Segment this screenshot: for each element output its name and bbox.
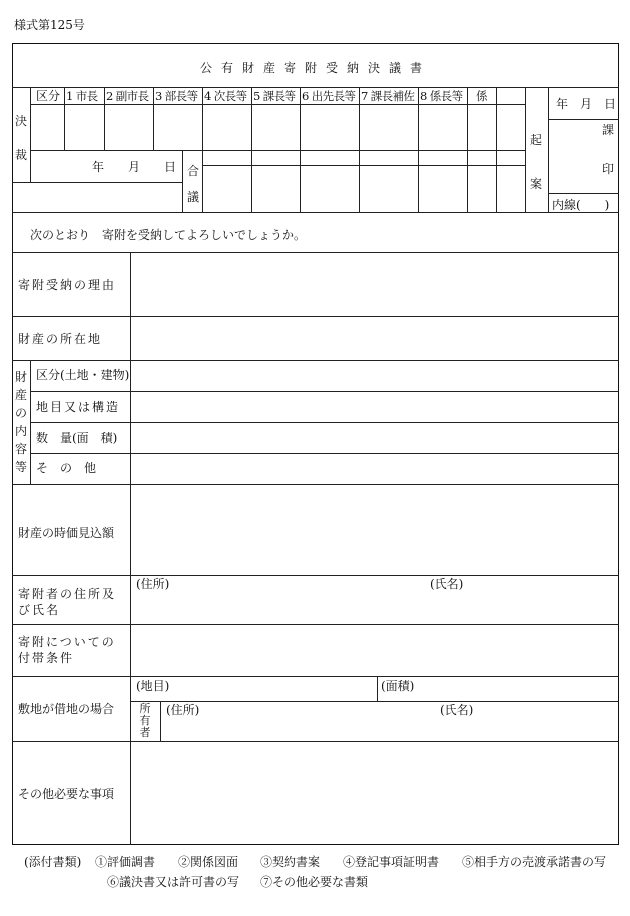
column-deputy-director: 4 次長等 [204,89,247,103]
lease-area-label: (面積) [381,679,415,693]
section-label: 課 [602,123,615,137]
form-number: 様式第125号 [14,18,85,32]
column-section-chief: 5 課長等 [253,89,296,103]
lease-name-label: (氏名) [440,703,474,717]
drafting-date: 年 月 日 [556,97,617,111]
column-unit-chief: 8 係長等 [420,89,463,103]
attachment-3: ③契約書案 [260,855,321,869]
lease-owner-label: 所有者 [139,702,151,739]
extension-label: 内線( ) [552,198,610,212]
decision-date: 年 月 日 [92,160,177,174]
consult-label: 合議 [186,164,199,204]
intro-text: 次のとおり 寄附を受納してよろしいでしょうか。 [30,228,307,242]
row-value-label: 財産の時価見込額 [18,526,115,540]
contents-item-division: 区分(土地・建物) [36,368,130,382]
column-assistant-chief: 7 課長補佐 [361,89,415,103]
attachment-6: ⑥議決書又は許可書の写 [107,875,240,889]
row-leased-land-label: 敷地が借地の場合 [18,702,115,716]
attachment-4: ④登記事項証明書 [343,855,440,869]
lease-address-label: (住所) [166,703,200,717]
contents-group-label: 財産の内容等 [14,370,27,474]
row-donor-label: 寄附者の住所及び氏名 [18,587,117,617]
attachments-label: (添付書類) [24,855,82,869]
attachment-1: ①評価調書 [95,855,156,869]
attachment-2: ②関係図面 [178,855,239,869]
row-conditions-label: 寄附についての付帯条件 [18,635,116,665]
attachment-7: ⑦その他必要な書類 [260,875,369,889]
decision-label: 決裁 [14,114,27,162]
division-label: 区分 [36,89,61,103]
drafting-label: 起案 [529,133,542,191]
attachment-5: ⑤相手方の売渡承諾書の写 [462,855,607,869]
column-staff: 係 [476,89,487,103]
row-other-label: その他必要な事項 [18,787,115,801]
contents-item-other: そ の 他 [36,461,97,475]
lease-land-category-label: (地目) [136,679,170,693]
column-deputy-mayor: 2 副市長 [106,89,149,103]
row-location-label: 財産の所在地 [18,332,103,346]
column-director: 3 部長等 [155,89,198,103]
column-mayor: 1 市長 [66,89,98,103]
contents-item-land-structure: 地目又は構造 [36,400,121,414]
form-title: 公有財産寄附受納決議書 [199,61,431,75]
column-branch-chief: 6 出先長等 [302,89,356,103]
row-reason-label: 寄附受納の理由 [18,278,117,292]
donor-name-label: (氏名) [430,577,464,591]
donor-address-label: (住所) [136,577,170,591]
contents-item-quantity: 数 量(面 積) [36,431,118,445]
seal-label: 印 [602,162,615,176]
